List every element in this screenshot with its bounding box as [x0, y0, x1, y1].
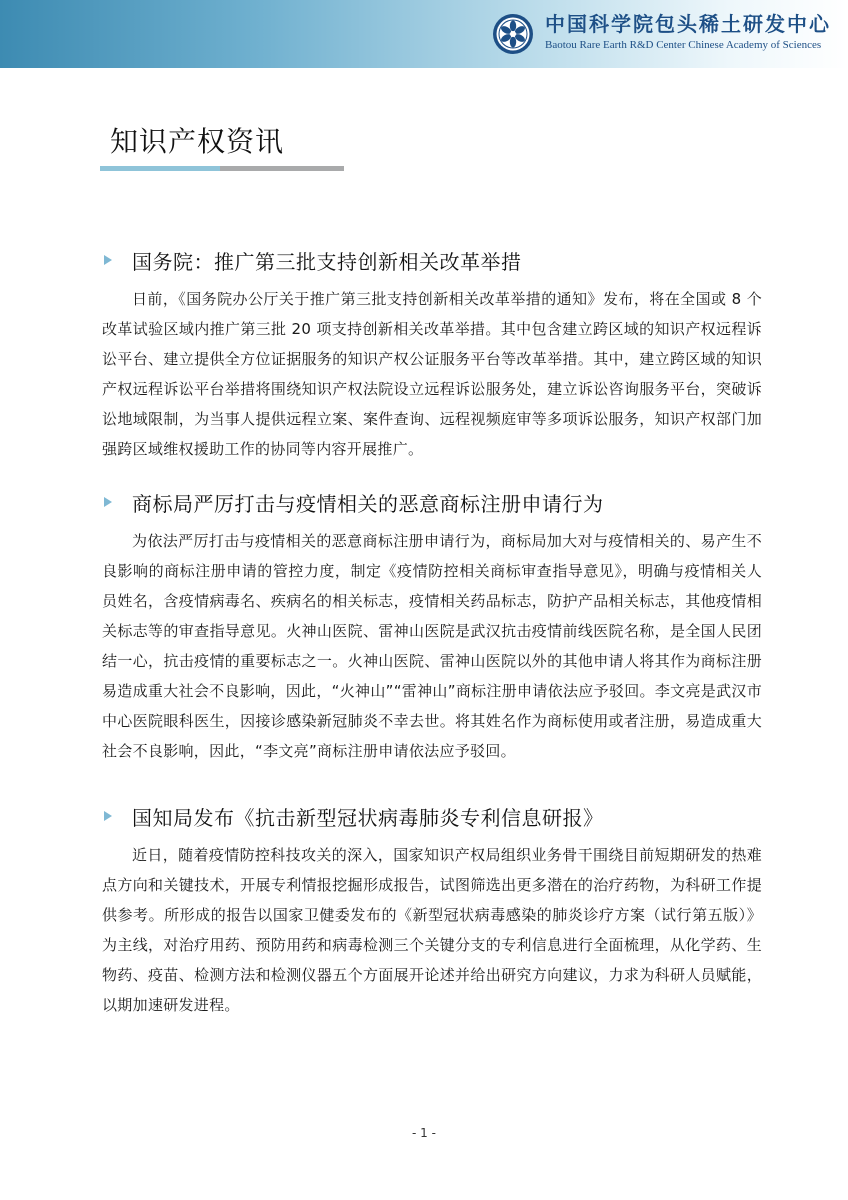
article-state-council	[102, 244, 762, 464]
article-title: 国务院：推广第三批支持创新相关改革举措	[132, 249, 522, 274]
triangle-bullet-icon	[104, 255, 112, 265]
org-name-english: Baotou Rare Earth R&D Center Chinese Academy of Sciences	[545, 39, 822, 51]
article-title: 商标局严厉打击与疫情相关的恶意商标注册申请行为	[132, 491, 604, 516]
article-cnipa-report	[102, 800, 762, 1020]
page-number: - 1 -	[412, 1126, 436, 1140]
triangle-bullet-icon	[104, 811, 112, 821]
article-title: 国知局发布《抗击新型冠状病毒肺炎专利信息研报》	[132, 805, 604, 830]
cas-emblem-icon	[492, 13, 534, 55]
article-body: 近日，随着疫情防控科技攻关的深入，国家知识产权局组织业务骨干围绕目前短期研发的热难点方向和关键技术，开展专利情报挖掘形成报告，试图筛选出更多潜在的治疗药物，为科研工作提供参考。所形成的报告以国家卫健委发布的《新型冠状病毒感染的肺炎诊疗方案（试行第五版）》为主线，对治疗用药、预防用药和病毒检测三个关键分支的专利信息进行全面梳理，从化学药、生物药、疫苗、检测方法和检测仪器五个方面展开论述并给出研究方向建议，力求为科研人员赋能，以期加速研发进程。	[102, 846, 762, 1014]
organization-name	[545, 12, 845, 51]
title-underline-grey	[220, 166, 344, 171]
article-heading	[102, 800, 762, 832]
article-body: 日前，《国务院办公厅关于推广第三批支持创新相关改革举措的通知》发布，将在全国或 8 个改革试验区域内推广第三批 20 项支持创新相关改革举措。其中包含建立跨区域的知识产权远程诉讼平台、建立提供全方位证据服务的知识产权公证服务平台等改革举措。其中，建立跨区域的知识产权远程诉讼平台举措将围绕知识产权法院设立远程诉讼服务处，建立诉讼咨询服务平台，突破诉讼地域限制，为当事人提供远程立案、案件查询、远程视频庭审等多项诉讼服务，知识产权部门加强跨区域维权援助工作的协同等内容开展推广。	[102, 290, 762, 458]
section-title: 知识产权资讯	[110, 125, 285, 158]
title-underline-blue	[100, 166, 220, 171]
triangle-bullet-icon	[104, 497, 112, 507]
article-heading	[102, 244, 762, 276]
org-name-chinese: 中国科学院包头稀土研发中心	[545, 12, 831, 36]
article-body: 为依法严厉打击与疫情相关的恶意商标注册申请行为，商标局加大对与疫情相关的、易产生不良影响的商标注册申请的管控力度，制定《疫情防控相关商标审查指导意见》，明确与疫情相关人员姓名，含疫情病毒名、疾病名的相关标志，疫情相关药品标志，防护产品相关标志，其他疫情相关标志等的审查指导意见。火神山医院、雷神山医院是武汉抗击疫情前线医院名称，是全国人民团结一心，抗击疫情的重要标志之一。火神山医院、雷神山医院以外的其他申请人将其作为商标注册易造成重大社会不良影响，因此，“火神山”“雷神山”商标注册申请依法应予驳回。李文亮是武汉市中心医院眼科医生，因接诊感染新冠肺炎不幸去世。将其姓名作为商标使用或者注册，易造成重大社会不良影响，因此，“李文亮”商标注册申请依法应予驳回。	[102, 532, 762, 760]
article-heading	[102, 486, 762, 518]
article-trademark-office	[102, 486, 762, 766]
